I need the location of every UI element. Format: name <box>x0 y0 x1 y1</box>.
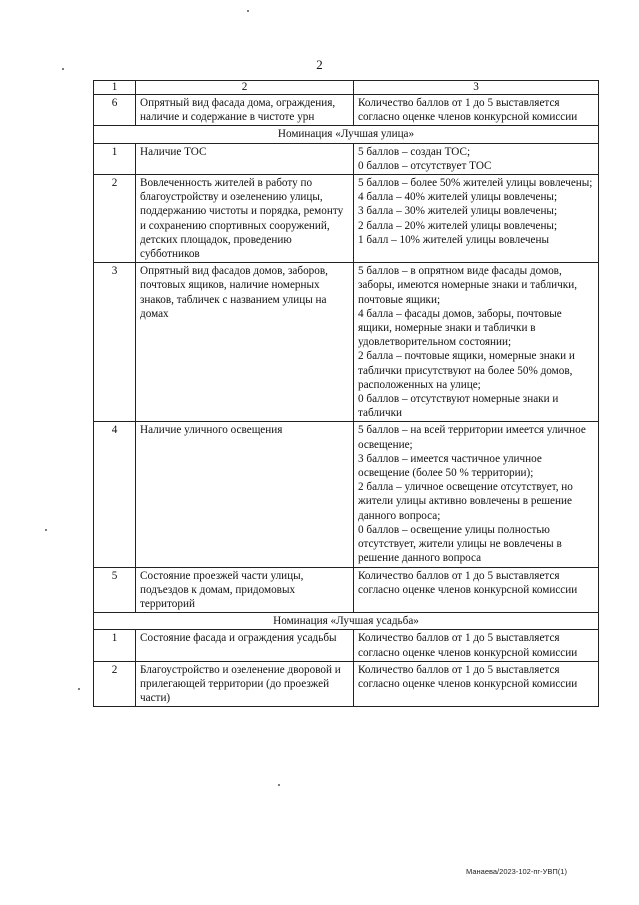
score-cell <box>354 143 599 174</box>
score-cell <box>354 263 599 422</box>
score-line: 2 балла – уличное освещение отсутствует, но жители улицы активно вовлечены в решение данного вопроса; <box>358 481 573 522</box>
criterion-text: Состояние проезжей части улицы, подъездов к домам, придомовых территорий <box>136 567 354 613</box>
table-header-row <box>94 81 599 95</box>
row-number: 2 <box>94 175 136 263</box>
nomination-title: Номинация «Лучшая усадьба» <box>94 613 599 630</box>
scan-speck <box>45 529 47 531</box>
table-row <box>94 95 599 126</box>
table-row <box>94 143 599 174</box>
criterion-text: Наличие ТОС <box>136 143 354 174</box>
table-row <box>94 263 599 422</box>
nomination-title: Номинация «Лучшая улица» <box>94 126 599 143</box>
score-cell <box>354 175 599 263</box>
page-number: 2 <box>316 57 323 72</box>
score-cell <box>354 422 599 567</box>
score-line: 5 баллов – создан ТОС; <box>358 145 471 158</box>
criterion-text: Опрятный вид фасадов домов, заборов, почтовых ящиков, наличие номерных знаков, табличек с названием улицы на домах <box>136 263 354 422</box>
table-row <box>94 661 599 707</box>
score-line: 2 балла – 20% жителей улицы вовлечены; <box>358 219 558 232</box>
criterion-text: Наличие уличного освещения <box>136 422 354 567</box>
row-number: 1 <box>94 143 136 174</box>
criteria-table-body <box>94 81 599 707</box>
score-line: Количество баллов от 1 до 5 выставляется согласно оценке членов конкурсной комиссии <box>358 632 578 659</box>
score-line: 4 балла – фасады домов, заборы, почтовые ящики, номерные знаки и таблички в удовлетворительном состоянии; <box>358 307 562 349</box>
table-row <box>94 567 599 613</box>
criterion-text: Благоустройство и озеленение дворовой и прилегающей территории (до проезжей части) <box>136 661 354 707</box>
criterion-text: Вовлеченность жителей в работу по благоустройству и озеленению улицы, поддержанию чистоты и порядка, ремонту и сохранению спортивных сооружений, детских площадок, проведению субботников <box>136 175 354 263</box>
criteria-table <box>93 80 599 707</box>
header-col-2: 2 <box>136 81 354 95</box>
score-line: 0 баллов – освещение улицы полностью отсутствует, жители улицы не вовлечены в решение данного вопроса <box>358 523 562 565</box>
score-line: 5 баллов – более 50% жителей улицы вовлечены; <box>358 177 593 190</box>
table-row <box>94 630 599 661</box>
score-line: Количество баллов от 1 до 5 выставляется согласно оценке членов конкурсной комиссии <box>358 663 578 690</box>
score-cell <box>354 567 599 613</box>
score-line: 0 баллов – отсутствует ТОС <box>358 159 492 172</box>
score-cell <box>354 630 599 661</box>
score-line: 0 баллов – отсутствуют номерные знаки и таблички <box>358 393 559 420</box>
score-cell <box>354 95 599 126</box>
row-number: 4 <box>94 422 136 567</box>
scan-speck <box>62 68 64 70</box>
scan-speck <box>247 10 249 12</box>
row-number: 3 <box>94 263 136 422</box>
score-line: 1 балл – 10% жителей улицы вовлечены <box>358 233 549 246</box>
score-line: Количество баллов от 1 до 5 выставляется согласно оценке членов конкурсной комиссии <box>358 569 578 596</box>
row-number: 6 <box>94 95 136 126</box>
score-line: Количество баллов от 1 до 5 выставляется согласно оценке членов конкурсной комиссии <box>358 97 578 124</box>
row-number: 5 <box>94 567 136 613</box>
row-number: 1 <box>94 630 136 661</box>
nomination-section-row <box>94 126 599 143</box>
table-row <box>94 422 599 567</box>
scan-speck <box>78 688 80 690</box>
score-line: 2 балла – почтовые ящики, номерные знаки и таблички присутствуют на более 50% домов, расположенных на улице; <box>358 350 575 391</box>
row-number: 2 <box>94 661 136 707</box>
document-code: Манаева/2023-102-пг-УВП(1) <box>466 867 567 876</box>
criterion-text: Состояние фасада и ограждения усадьбы <box>136 630 354 661</box>
score-cell <box>354 661 599 707</box>
header-col-3: 3 <box>354 81 599 95</box>
scan-speck <box>278 784 280 786</box>
score-line: 3 балла – 30% жителей улицы вовлечены; <box>358 205 558 218</box>
score-line: 5 баллов – в опрятном виде фасады домов, заборы, имеются номерные знаки и таблички, почтовые ящики; <box>358 265 578 306</box>
table-row <box>94 175 599 263</box>
score-line: 4 балла – 40% жителей улицы вовлечены; <box>358 191 558 204</box>
nomination-section-row <box>94 613 599 630</box>
header-col-1: 1 <box>94 81 136 95</box>
score-line: 5 баллов – на всей территории имеется уличное освещение; <box>358 424 586 451</box>
score-line: 3 баллов – имеется частичное уличное освещение (более 50 % территории); <box>358 452 542 480</box>
criterion-text: Опрятный вид фасада дома, ограждения, наличие и содержание в чистоте урн <box>136 95 354 126</box>
